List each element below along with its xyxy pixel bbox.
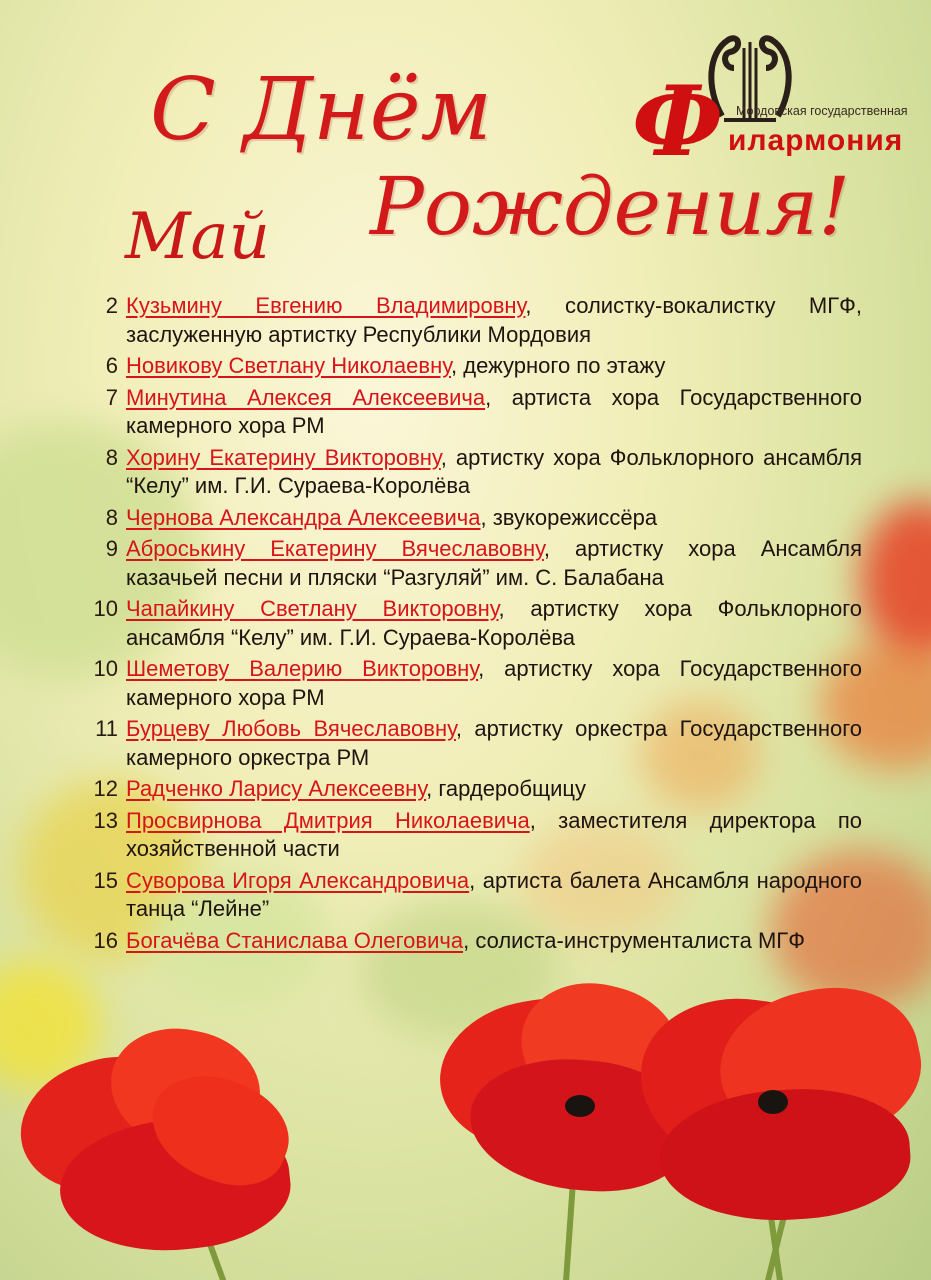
position-description: , заместителя директора по хозяйственной части — [126, 807, 863, 861]
position-description: , артистку хора Ансамбля казачьей песни и пляски “Разгуляй” им. С. Балабана — [126, 536, 862, 590]
logo-letter: Ф — [632, 65, 724, 178]
person-name: Просвирнова Дмитрия Николаевича — [126, 807, 530, 833]
list-item — [78, 292, 862, 349]
position-description: , артистку хора Государственного камерного хора РМ — [126, 656, 862, 710]
entry-text — [126, 352, 862, 381]
person-name: Хорину Екатерину Викторовну — [126, 444, 441, 470]
entry-text — [126, 444, 862, 501]
position-description: , дежурного по этажу — [451, 353, 666, 378]
entry-day: 8 — [105, 504, 118, 530]
position-description: , звукорежиссёра — [480, 504, 658, 530]
entry-text — [126, 595, 862, 652]
position-description: , гардеробщицу — [426, 776, 586, 801]
list-item — [78, 384, 862, 441]
entry-day: 7 — [105, 384, 118, 410]
list-item — [78, 927, 862, 956]
position-description: , артистку оркестра Государственного камерного оркестра РМ — [126, 716, 862, 770]
birthday-list — [78, 292, 862, 958]
list-item — [78, 504, 862, 533]
entry-day: 12 — [93, 776, 118, 801]
position-description: , артистку хора Фольклорного ансамбля “Келу” им. Г.И. Сураева-Королёва — [126, 596, 863, 650]
position-description: , артистку хора Фольклорного ансамбля “Келу” им. Г.И. Сураева-Королёва — [126, 444, 863, 498]
position-description: , солистку-вокалистку МГФ, заслуженную артистку Республики Мордовия — [126, 293, 862, 347]
entry-day: 8 — [105, 444, 118, 470]
person-name: Новикову Светлану Николаевну — [126, 353, 452, 378]
entry-text — [126, 384, 862, 441]
list-item — [78, 444, 862, 501]
logo-name: илармония — [728, 124, 904, 157]
greeting-title-line2: Рождения! — [370, 160, 851, 253]
person-name: Бурцеву Любовь Вячеславовну — [126, 716, 456, 741]
entry-day: 6 — [105, 353, 118, 378]
list-item — [78, 715, 862, 772]
list-item — [78, 807, 862, 864]
person-name: Суворова Игоря Александровича — [126, 867, 470, 893]
list-item — [78, 655, 862, 712]
person-name: Радченко Ларису Алексеевну — [126, 776, 427, 801]
list-item — [78, 595, 862, 652]
entry-day: 13 — [93, 807, 118, 833]
position-description: , артиста балета Ансамбля народного танца “Лейне” — [126, 867, 862, 921]
entry-text — [126, 292, 862, 349]
entry-text — [126, 927, 862, 956]
philharmonic-logo — [632, 28, 912, 178]
entry-day: 9 — [105, 536, 118, 561]
entry-text — [126, 775, 862, 804]
entry-day: 16 — [93, 927, 118, 953]
position-description: , артиста хора Государственного камерного хора РМ — [126, 384, 862, 438]
entry-day: 10 — [93, 596, 118, 621]
logo-subtitle: Мордовская государственная — [736, 104, 908, 118]
entry-text — [126, 807, 862, 864]
person-name: Чапайкину Светлану Викторовну — [126, 596, 499, 621]
list-item — [78, 535, 862, 592]
entry-day: 15 — [93, 867, 118, 893]
greeting-title-line1: С Днём — [150, 60, 492, 160]
person-name: Кузьмину Евгению Владимировну — [126, 293, 526, 318]
entry-text — [126, 504, 862, 533]
entry-day: 11 — [95, 716, 118, 741]
entry-day: 2 — [105, 293, 118, 318]
entry-day: 10 — [93, 656, 118, 681]
person-name: Аброськину Екатерину Вячеславовну — [126, 536, 544, 561]
person-name: Чернова Александра Алексеевича — [126, 504, 481, 530]
list-item — [78, 775, 862, 804]
position-description: , солиста-инструменталиста МГФ — [463, 927, 805, 953]
entry-text — [126, 715, 862, 772]
person-name: Минутина Алексея Алексеевича — [126, 384, 486, 410]
month-heading: Май — [125, 200, 270, 274]
entry-text — [126, 535, 862, 592]
entry-text — [126, 655, 862, 712]
person-name: Шеметову Валерию Викторовну — [126, 656, 479, 681]
list-item — [78, 867, 862, 924]
list-item — [78, 352, 862, 381]
entry-text — [126, 867, 862, 924]
person-name: Богачёва Станислава Олеговича — [126, 927, 464, 953]
